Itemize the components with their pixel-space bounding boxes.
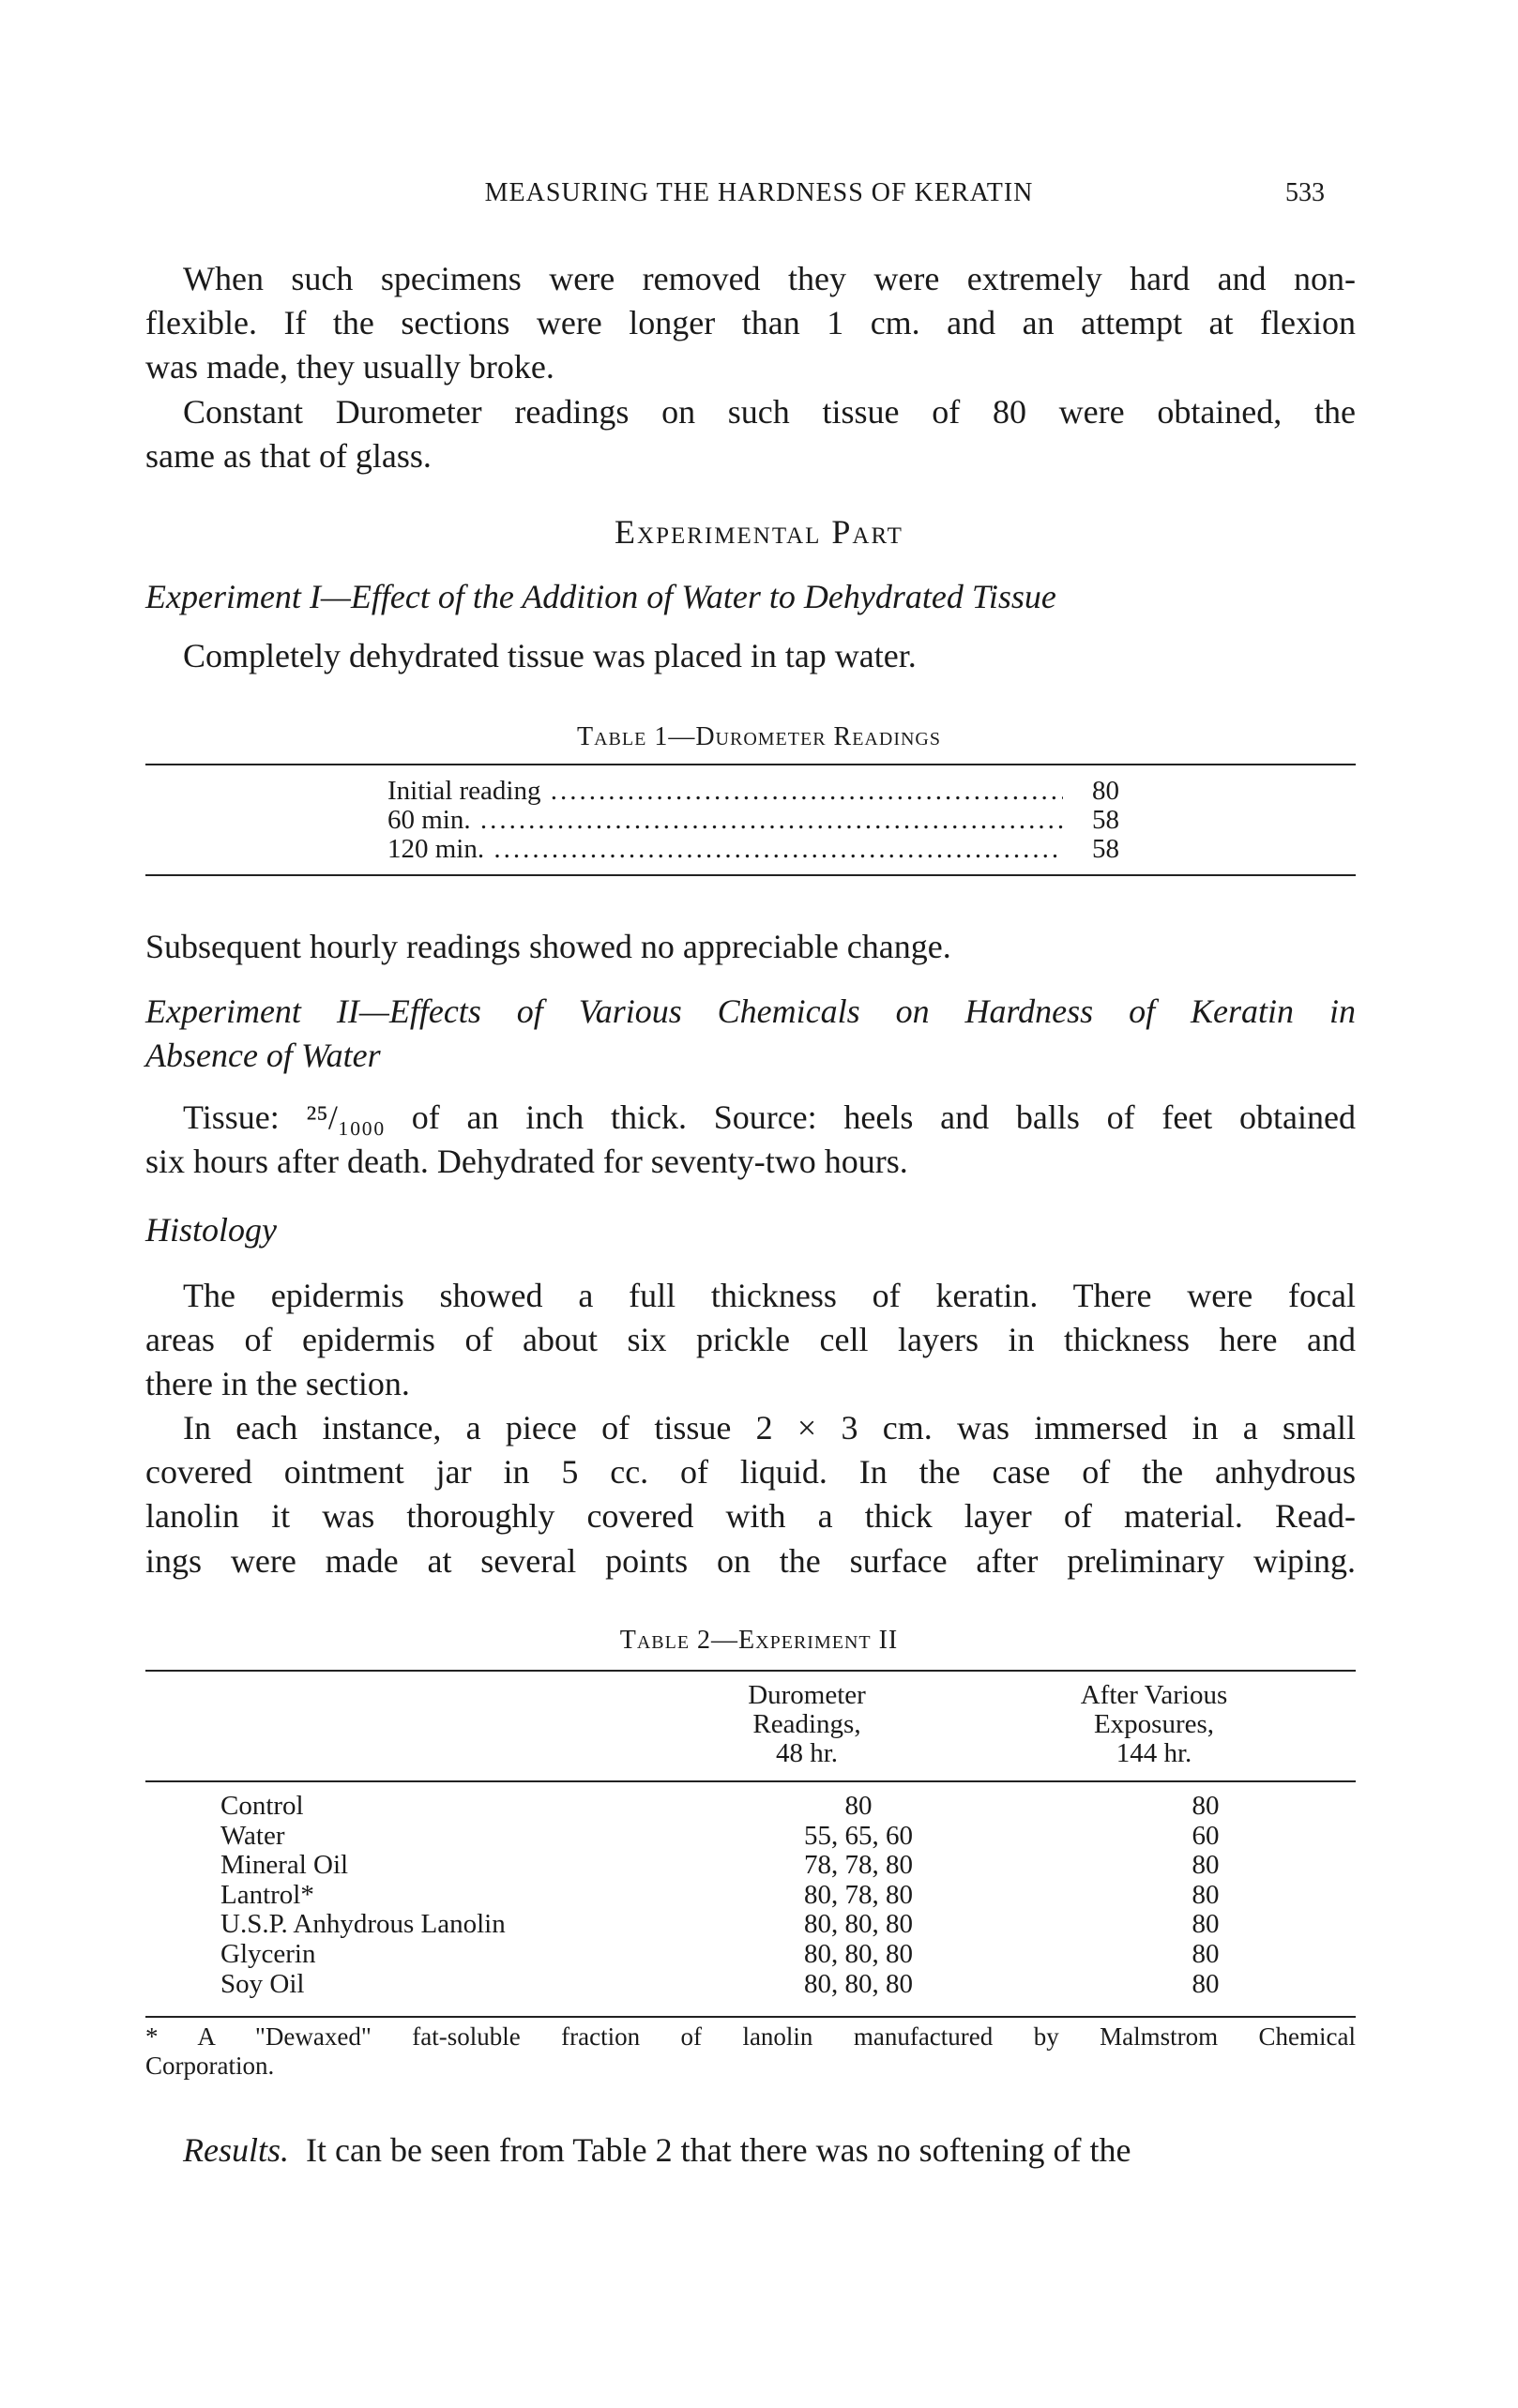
header-line: Durometer: [748, 1680, 866, 1710]
text-line: The epidermis showed a full thickness of keratin. There were focal: [183, 1277, 1356, 1314]
row-label: 120 min. .....: [387, 835, 1063, 863]
text-line: was made, they usually broke.: [145, 348, 554, 386]
table-1-caption: Table 1—Durometer Readings: [577, 722, 941, 751]
text-line: When such specimens were removed they were extremely hard and non-: [183, 260, 1356, 297]
table-row: [387, 806, 1119, 834]
reading-144hr: 80: [1192, 1968, 1220, 1999]
results-paragraph: [183, 2128, 1356, 2173]
table-row: [220, 1792, 1379, 1822]
histology-heading: Histology: [145, 1211, 277, 1249]
text-line: covered ointment jar in 5 cc. of liquid. In the case of the anhydrous: [145, 1453, 1356, 1491]
results-text: It can be seen from Table 2 that there was no softening of the: [306, 2131, 1131, 2169]
row-label: Mineral Oil: [220, 1850, 349, 1881]
table-row: [220, 1881, 1379, 1911]
reading-48hr: 80, 80, 80: [804, 1968, 913, 1999]
header-line: Readings,: [752, 1709, 861, 1739]
text-line: same as that of glass.: [145, 437, 432, 475]
text-line: In each instance, a piece of tissue 2 × 3 cm. was immersed in a small: [183, 1409, 1356, 1446]
after-table-1-text: Subsequent hourly readings showed no appreciable change.: [145, 928, 951, 965]
results-label: Results.: [183, 2131, 289, 2169]
row-label: Initial reading .....: [387, 777, 1063, 805]
header-line: 144 hr.: [1116, 1738, 1192, 1768]
row-value: 58: [1092, 834, 1119, 864]
row-label: U.S.P. Anhydrous Lanolin: [220, 1909, 506, 1940]
row-label: Control: [220, 1791, 304, 1821]
text-line: Constant Durometer readings on such tissue of 80 were obtained, the: [183, 393, 1356, 431]
text-line: lanolin it was thoroughly covered with a thick layer of material. Read-: [145, 1497, 1356, 1535]
table-row: [220, 1851, 1379, 1881]
column-header-48hr: [685, 1681, 929, 1768]
table-row: [387, 835, 1119, 863]
reading-144hr: 60: [1192, 1820, 1220, 1851]
row-value: 58: [1092, 805, 1119, 835]
table-row: [220, 1940, 1379, 1970]
tissue-text: Tissue: ²⁵/₁₀₀₀ of an inch thick. Source: heels and balls of feet obtained: [183, 1098, 1356, 1136]
table-2-caption: Table 2—Experiment II: [619, 1626, 899, 1655]
experiment-2-heading: Experiment II—Effects of Various Chemicals on Hardness of Keratin in: [145, 992, 1356, 1030]
table-row: [220, 1822, 1379, 1852]
table-row: [220, 1970, 1379, 2000]
reading-144hr: 80: [1192, 1850, 1220, 1881]
section-heading: Experimental Part: [615, 513, 903, 551]
reading-144hr: 80: [1192, 1879, 1220, 1910]
header-line: 48 hr.: [775, 1738, 839, 1768]
page-number: 533: [1285, 178, 1325, 207]
reading-144hr: 80: [1192, 1791, 1220, 1821]
table-rule: [145, 1780, 1356, 1782]
reading-48hr: 80: [844, 1791, 873, 1821]
text-line: areas of epidermis of about six prickle cell layers in thickness here and: [145, 1321, 1356, 1358]
table-rule: [145, 764, 1356, 765]
header-line: Exposures,: [1093, 1709, 1215, 1739]
tissue-text: six hours after death. Dehydrated for seventy-two hours.: [145, 1143, 908, 1180]
reading-48hr: 55, 65, 60: [804, 1820, 913, 1851]
row-label: Water: [220, 1820, 285, 1851]
footnote: Corporation.: [145, 2052, 275, 2080]
experiment-1-heading: Experiment I—Effect of the Addition of Water to Dehydrated Tissue: [145, 578, 1056, 615]
column-header-144hr: [1032, 1681, 1276, 1768]
text-line: there in the section.: [145, 1365, 410, 1402]
text-line: flexible. If the sections were longer than 1 cm. and an attempt at flexion: [145, 304, 1356, 341]
reading-144hr: 80: [1192, 1938, 1220, 1969]
text-line: ings were made at several points on the surface after preliminary wiping.: [145, 1542, 1356, 1580]
row-label: 60 min. .....: [387, 806, 1063, 834]
table-2-body: [220, 1792, 1379, 1999]
row-label: Glycerin: [220, 1938, 316, 1969]
row-value: 80: [1092, 776, 1119, 806]
table-rule: [145, 1670, 1356, 1672]
row-label: Lantrol*: [220, 1879, 314, 1910]
footnote: * A "Dewaxed" fat-soluble fraction of lanolin manufactured by Malmstrom Chemical: [145, 2022, 1356, 2051]
reading-144hr: 80: [1192, 1909, 1220, 1940]
reading-48hr: 78, 78, 80: [804, 1850, 913, 1881]
table-row: [387, 777, 1119, 805]
reading-48hr: 80, 80, 80: [804, 1938, 913, 1969]
reading-48hr: 80, 78, 80: [804, 1879, 913, 1910]
header-line: After Various: [1080, 1680, 1228, 1710]
table-row: [220, 1910, 1379, 1940]
row-label: Soy Oil: [220, 1968, 305, 1999]
reading-48hr: 80, 80, 80: [804, 1909, 913, 1940]
experiment-2-heading: Absence of Water: [145, 1037, 381, 1074]
experiment-1-text: Completely dehydrated tissue was placed in tap water.: [183, 637, 917, 674]
running-title: MEASURING THE HARDNESS OF KERATIN: [484, 178, 1034, 207]
table-rule: [145, 2016, 1356, 2018]
table-rule: [145, 874, 1356, 876]
